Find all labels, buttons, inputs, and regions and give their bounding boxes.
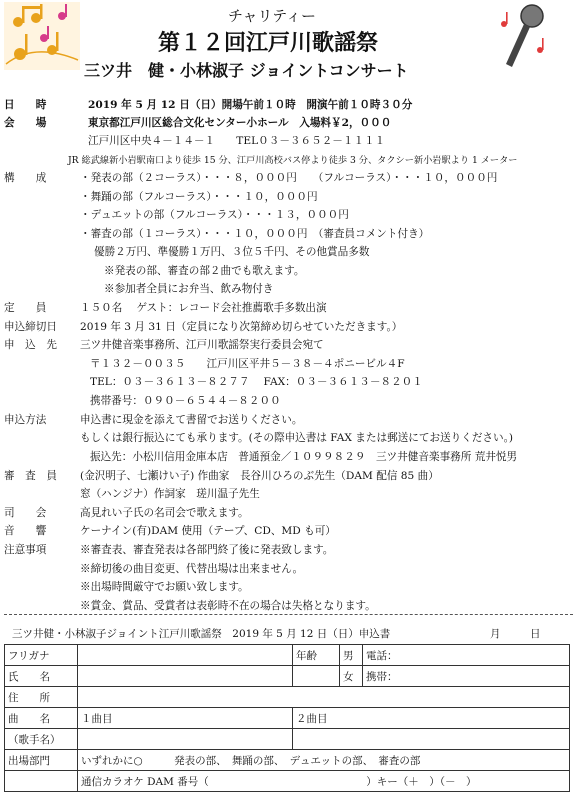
- destination-line: 三ツ井健音楽事務所、江戸川歌謡祭実行委員会宛て: [80, 339, 324, 351]
- male-option[interactable]: 男: [340, 645, 363, 666]
- division-field[interactable]: いずれかに○ 発表の部、 舞踊の部、 デュエットの部、 審査の部: [78, 750, 570, 771]
- music-notes-icon: [4, 2, 80, 70]
- furigana-label: フリガナ: [5, 645, 78, 666]
- notes-label: 注意事項: [4, 544, 47, 556]
- application-form: [4, 644, 570, 792]
- venue-access: JR 総武線新小岩駅南口より徒歩 15 分、江戸川高校バス停より徒歩 3 分、タクシー新小岩駅より 1 メーター: [68, 155, 518, 166]
- name-field[interactable]: [78, 666, 293, 687]
- note-line: ※出場時間厳守でお願い致します。: [80, 581, 249, 593]
- method-line: 振込先：小松川信用金庫本店 普通預金／１０９９８２９ 三ツ井健音楽事務所 荒井悦男: [90, 451, 518, 463]
- form-month: 月: [490, 628, 501, 640]
- mobile-field[interactable]: 携帯：: [363, 666, 570, 687]
- karaoke-label: [5, 771, 78, 792]
- cut-line: [4, 614, 573, 615]
- composition-line: 優勝２万円、準優勝１万円、３位５千円、その他賞品多数: [94, 246, 370, 258]
- composition-label: 構 成: [4, 172, 47, 184]
- deadline-value: 2019 年 3 月 31 日（定員になり次第締め切らせていただきます。）: [80, 321, 403, 333]
- name-label: 氏 名: [5, 666, 78, 687]
- form-heading: 三ツ井健・小林淑子ジョイント江戸川歌謡祭 2019 年 5 月 12 日（日）申込書: [12, 628, 391, 640]
- age-label: 年齢: [293, 645, 340, 666]
- judges-line: (金沢明子、七瀬けい子) 作曲家 長谷川ひろのぶ先生（DAM 配信 85 曲）: [80, 470, 439, 482]
- division-label: 出場部門: [5, 750, 78, 771]
- header-subtitle: チャリティー: [228, 7, 317, 25]
- composition-line: ・デュエットの部（フルコーラス）・・・１３，０００円: [80, 209, 349, 221]
- composition-line: ・発表の部（２コーラス）・・・８，０００円 （フルコーラス）・・・１０，０００円: [80, 172, 498, 184]
- female-option[interactable]: 女: [340, 666, 363, 687]
- sound-label: 音 響: [4, 525, 47, 537]
- method-line: もしくは銀行振込にても承ります。(その際申込書は FAX または郵送にてお送りください。): [80, 432, 514, 444]
- phone-field[interactable]: 電話：: [363, 645, 570, 666]
- method-line: 申込書に現金を添えて書留でお送りください。: [80, 414, 303, 426]
- song2-field[interactable]: ２曲目: [293, 708, 570, 729]
- capacity-value: １５０名 ゲスト：レコード会社推薦歌手多数出演: [80, 302, 327, 314]
- note-line: ※締切後の曲目変更、代替出場は出来ません。: [80, 563, 304, 575]
- address-label: 住 所: [5, 687, 78, 708]
- composition-line: ・審査の部（１コーラス）・・・１０，０００円 （審査員コメント付き）: [80, 228, 430, 240]
- singer-label: （歌手名）: [5, 729, 78, 750]
- form-day: 日: [530, 628, 541, 640]
- karaoke-field[interactable]: 通信カラオケ DAM 番号（ ）キー（＋ ）（－ ）: [78, 771, 570, 792]
- venue-label: 会 場: [4, 117, 47, 129]
- address-field[interactable]: [78, 687, 570, 708]
- date-label: 日 時: [4, 99, 47, 111]
- header-performers: 三ツ井 健・小林淑子 ジョイントコンサート: [84, 61, 409, 80]
- age-field[interactable]: [293, 666, 340, 687]
- venue-value: 東京都江戸川区総合文化センター小ホール 入場料￥2，０００: [88, 117, 392, 129]
- capacity-label: 定 員: [4, 302, 47, 314]
- judges-line: 窓（ハンジナ）作詞家 瑳川温子先生: [80, 488, 260, 500]
- destination-line: TEL：０３－３６１３－８２７７ FAX：０３－３６１３－８２０１: [90, 376, 423, 388]
- destination-line: 〒１３２－００３５ 江戸川区平井５－３８－４ポニービル４F: [90, 358, 405, 370]
- destination-label: 申 込 先: [4, 339, 57, 351]
- mc-value: 高見れい子氏の名司会で歌えます。: [80, 507, 249, 519]
- method-label: 申込方法: [4, 414, 47, 426]
- furigana-field[interactable]: [78, 645, 293, 666]
- composition-line: ※発表の部、審査の部２曲でも歌えます。: [104, 265, 305, 277]
- note-line: ※賞金、賞品、受賞者は表彰時不在の場合は失格となります。: [80, 600, 376, 612]
- destination-line: 携帯番号：０９０－６５４４－８２００: [90, 395, 281, 407]
- deadline-label: 申込締切日: [4, 321, 57, 333]
- song1-field[interactable]: １曲目: [78, 708, 293, 729]
- singer1-field[interactable]: [78, 729, 293, 750]
- mc-label: 司 会: [4, 507, 47, 519]
- venue-address: 江戸川区中央４－１４－１ TEL０３－３６５２－１１１１: [88, 135, 386, 147]
- judges-label: 審 査 員: [4, 470, 57, 482]
- composition-line: ※参加者全員にお弁当、飲み物付き: [104, 283, 274, 295]
- note-line: ※審査表、審査発表は各部門終了後に発表致します。: [80, 544, 334, 556]
- composition-line: ・舞踊の部（フルコーラス）・・・１０，０００円: [80, 191, 318, 203]
- song-label: 曲 名: [5, 708, 78, 729]
- sound-value: ケーナイン(有)DAM 使用（テープ、CD、MD も可）: [80, 525, 336, 537]
- microphone-icon: [494, 2, 554, 74]
- page-title: 第１２回江戸川歌謡祭: [158, 30, 379, 56]
- singer2-field[interactable]: [293, 729, 570, 750]
- date-value: 2019 年 5 月 12 日（日）開場午前１０時 開演午前１０時３０分: [88, 99, 413, 111]
